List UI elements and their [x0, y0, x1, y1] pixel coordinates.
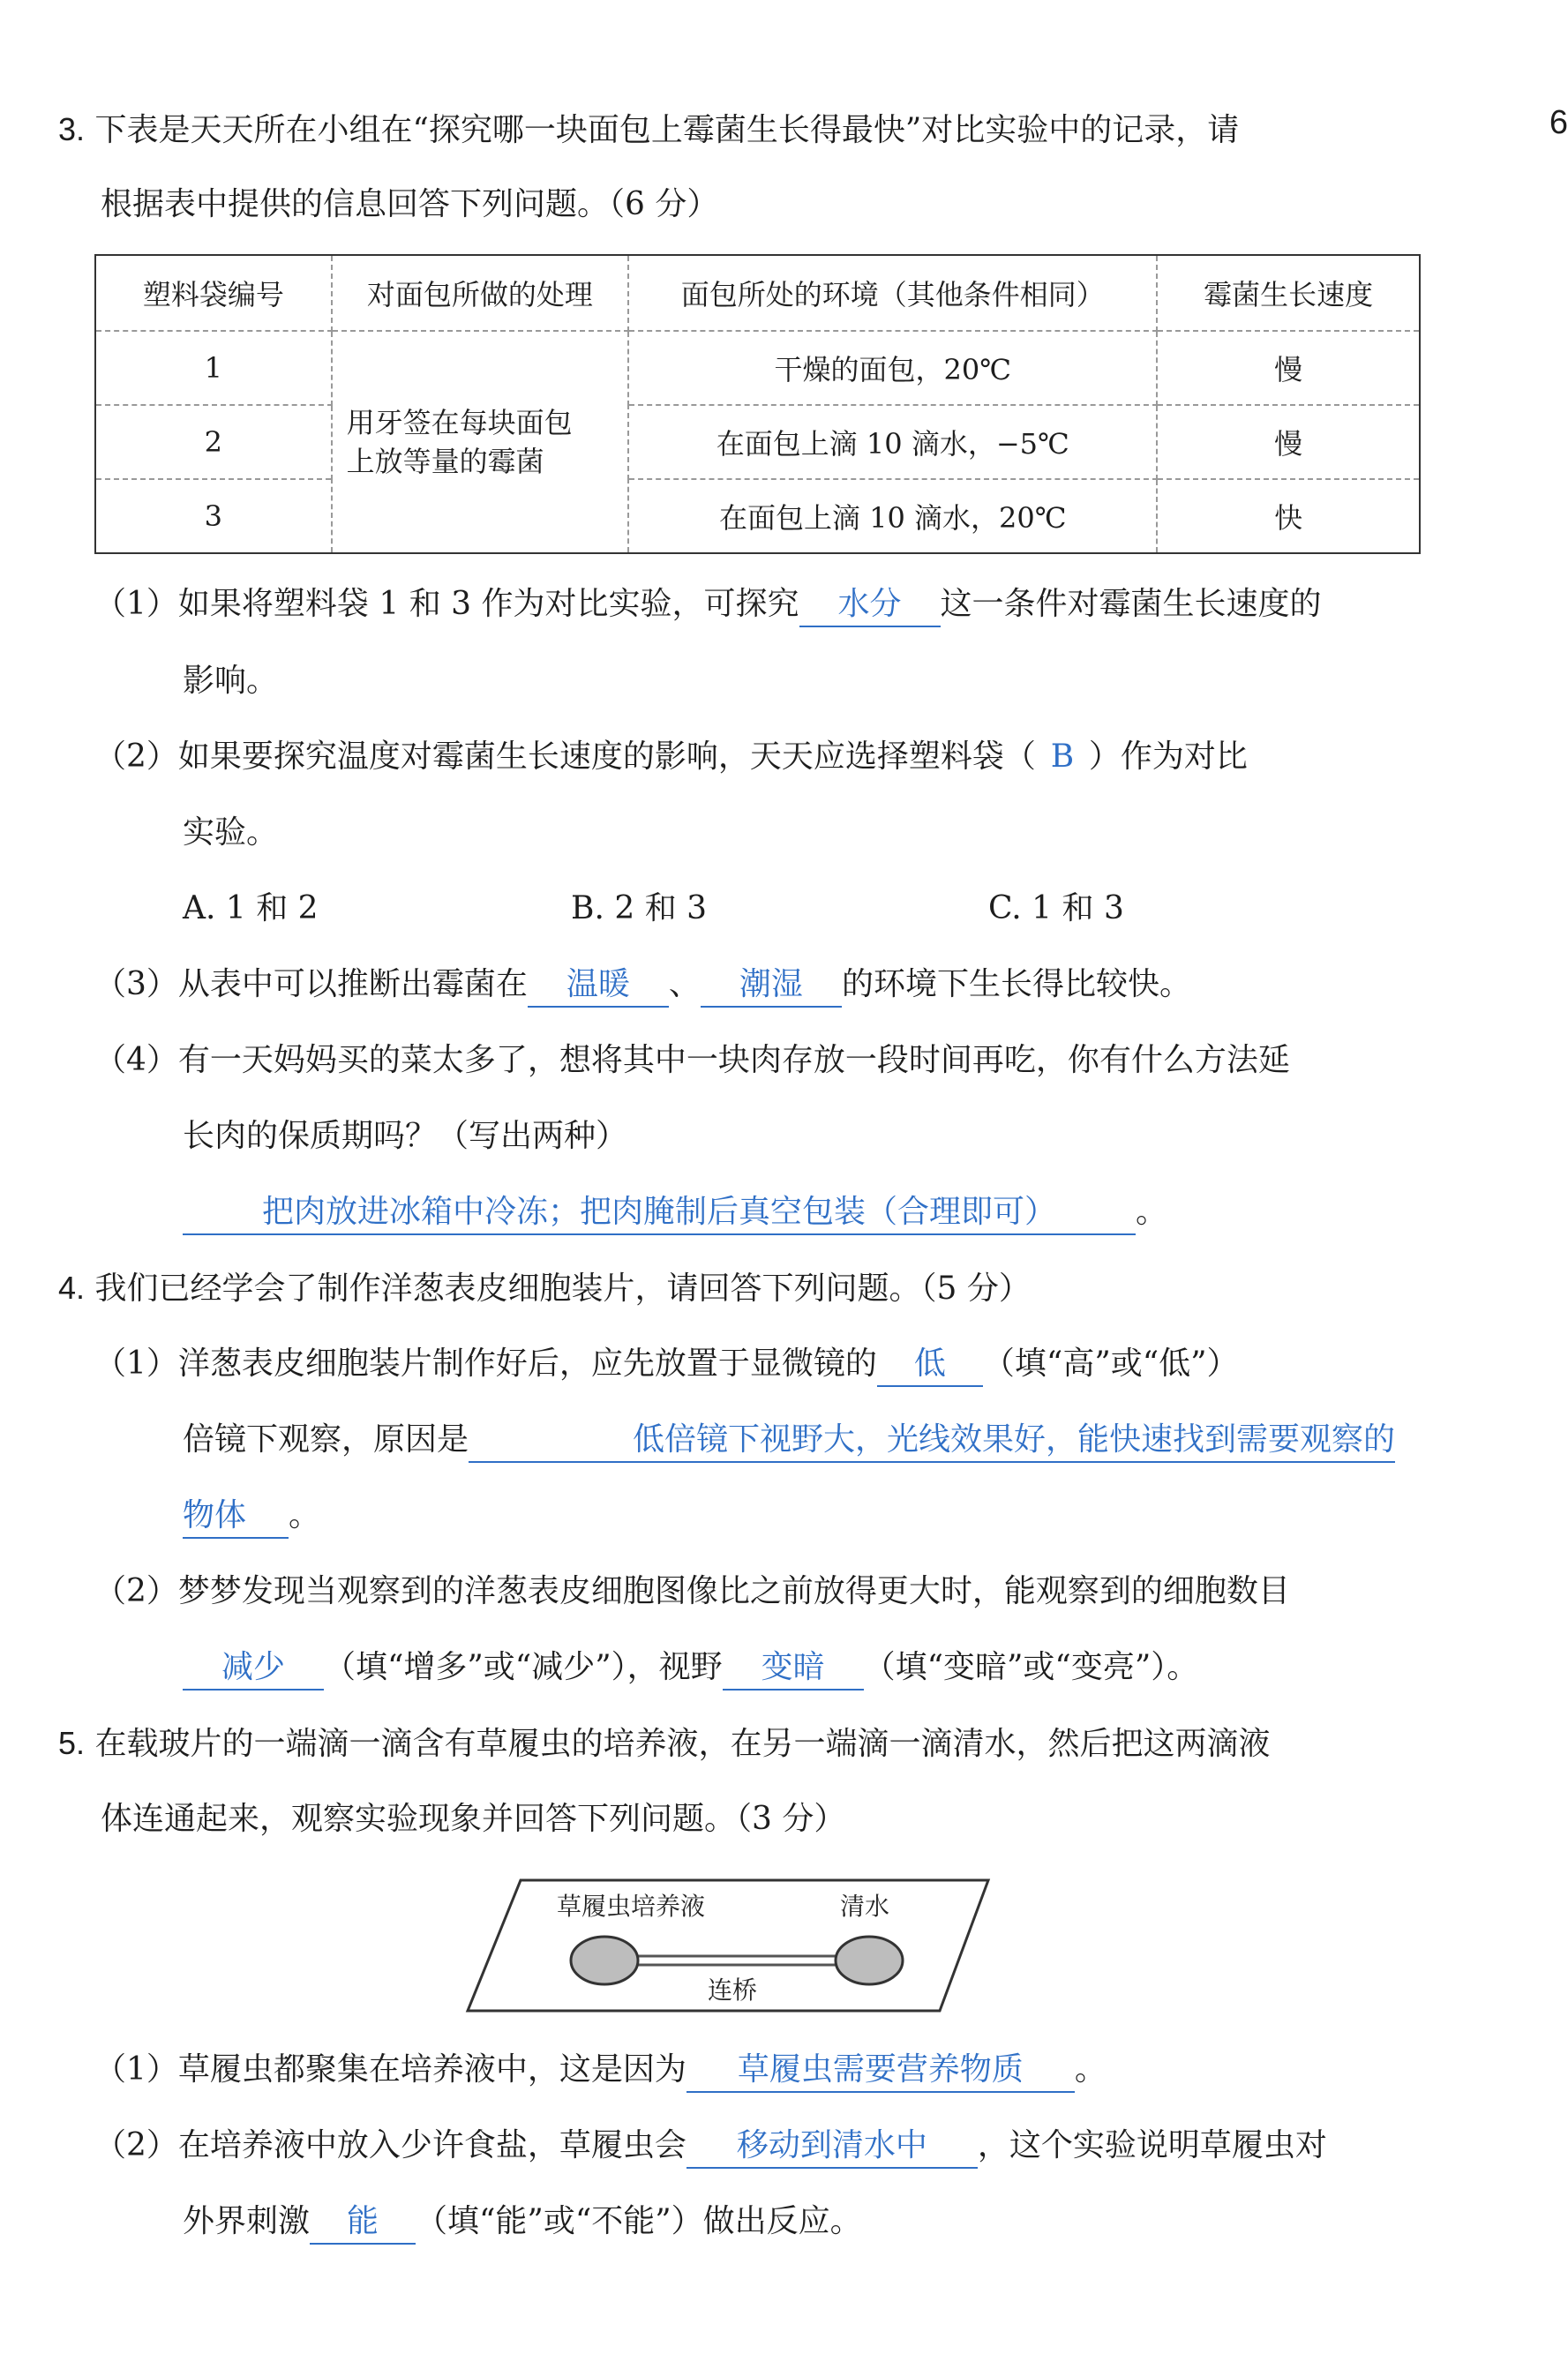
q5-p2-after: ，这个实验说明草履虫对	[977, 2127, 1327, 2163]
q5-p2-line1	[94, 2119, 1327, 2172]
q3-p4-line2: 长肉的保质期吗？（写出两种）	[183, 1118, 628, 1154]
q3-p1-text-after: 这一条件对霉菌生长速度的	[940, 586, 1322, 622]
answer-warm: 温暖	[528, 963, 669, 1008]
q3-p3-label: （3）	[94, 966, 178, 1002]
answer-reason-part2: 物体	[183, 1495, 289, 1539]
q3-p1-label: （1）	[94, 586, 178, 622]
slide-diagram	[463, 1875, 993, 2016]
q3-p2-text-after: ）作为对比	[1088, 738, 1248, 775]
q3-p4-end: 。	[1136, 1194, 1168, 1230]
table-header-cell: 面包所处的环境（其他条件相同）	[628, 255, 1157, 331]
option-a: A. 1 和 2	[183, 890, 319, 926]
q5-p2-label: （2）	[94, 2127, 178, 2163]
answer-water: 水分	[799, 583, 941, 627]
q3-number: 3.	[58, 111, 86, 147]
q4-p2-text: 梦梦发现当观察到的洋葱表皮细胞图像比之前放得更大时，能观察到的细胞数目	[177, 1573, 1290, 1609]
experiment-table	[94, 254, 1421, 554]
page-corner-mark: 6	[1549, 104, 1568, 141]
q3-stem-line2: 根据表中提供的信息回答下列问题。（6 分）	[101, 186, 719, 222]
q4-p1-line2	[183, 1413, 1395, 1466]
q4-p1-text2: 倍镜下观察，原因是	[183, 1421, 469, 1458]
table-header-cell: 霉菌生长速度	[1157, 255, 1420, 331]
q3-p2-label: （2）	[94, 738, 178, 775]
q3-p4-line1	[94, 1034, 1290, 1087]
option-b: B. 2 和 3	[571, 890, 708, 926]
q5-p2-text: 在培养液中放入少许食盐，草履虫会	[177, 2127, 686, 2163]
q5-p1-end: 。	[1074, 2051, 1107, 2088]
bag-id-cell: 2	[95, 405, 332, 479]
q4-p1-line1	[94, 1338, 1239, 1391]
q5-p1-label: （1）	[94, 2051, 178, 2088]
q4-p2-after: （填“变暗”或“变亮”）。	[863, 1649, 1199, 1685]
bridge-label: 连桥	[707, 1975, 758, 2005]
q4-p2-line2	[183, 1641, 1198, 1694]
culture-label: 草履虫培养液	[556, 1892, 706, 1921]
q3-p3-text-after: 的环境下生长得比较快。	[841, 966, 1191, 1002]
q5-p2-after2: （填“能”或“不能”）做出反应。	[416, 2203, 862, 2239]
environment-cell: 干燥的面包，20℃	[628, 331, 1157, 405]
q4-stem-text: 我们已经学会了制作洋葱表皮细胞装片，请回答下列问题。（5 分）	[94, 1271, 1031, 1307]
answer-darker: 变暗	[723, 1646, 864, 1691]
q3-p2-line2: 实验。	[183, 814, 279, 851]
table-header-cell: 塑料袋编号	[95, 255, 332, 331]
q4-p2-line1	[94, 1565, 1290, 1618]
answer-humid: 潮湿	[701, 963, 842, 1008]
q5-stem-text1: 在载玻片的一端滴一滴含有草履虫的培养液，在另一端滴一滴清水，然后把这两滴液	[94, 1726, 1271, 1762]
growth-speed-cell: 快	[1157, 479, 1420, 553]
bag-id-cell: 1	[95, 331, 332, 405]
culture-drop	[571, 1937, 638, 1984]
q4-p1-label: （1）	[94, 1346, 178, 1382]
table-row	[95, 331, 1420, 405]
q3-p3-sep: 、	[668, 966, 701, 1002]
table-header-row	[95, 255, 1420, 331]
growth-speed-cell: 慢	[1157, 405, 1420, 479]
treatment-line2: 上放等量的霉菌	[346, 445, 544, 478]
q3-p1-line1	[94, 578, 1322, 631]
environment-cell: 在面包上滴 10 滴水，−5℃	[628, 405, 1157, 479]
water-drop	[836, 1937, 903, 1984]
q3-p4-label: （4）	[94, 1042, 178, 1078]
growth-speed-cell: 慢	[1157, 331, 1420, 405]
q4-p1-text-after: （填“高”或“低”）	[982, 1346, 1239, 1382]
answer-decrease: 减少	[183, 1646, 324, 1691]
q3-stem-text1: 下表是天天所在小组在“探究哪一块面包上霉菌生长得最快”对比实验中的记录，请	[94, 112, 1240, 148]
q3-p2-text: 如果要探究温度对霉菌生长速度的影响，天天应选择塑料袋（	[177, 738, 1036, 775]
bag-id-cell: 3	[95, 479, 332, 553]
q5-p2-line2	[183, 2195, 862, 2248]
table-row	[95, 405, 1420, 479]
answer-move-to-water: 移动到清水中	[686, 2125, 978, 2169]
environment-cell: 在面包上滴 10 滴水，20℃	[628, 479, 1157, 553]
answer-reason-part1: 低倍镜下视野大，光线效果好，能快速找到需要观察的	[469, 1419, 1395, 1463]
answer-can: 能	[310, 2200, 416, 2245]
q4-p1-text: 洋葱表皮细胞装片制作好后，应先放置于显微镜的	[177, 1346, 877, 1382]
q5-stem-line1	[58, 1717, 1271, 1771]
answer-preserve-meat: 把肉放进冰箱中冷冻；把肉腌制后真空包装（合理即可）	[183, 1191, 1136, 1235]
answer-nutrients: 草履虫需要营养物质	[686, 2049, 1075, 2093]
q5-stem-line2: 体连通起来，观察实验现象并回答下列问题。（3 分）	[101, 1801, 846, 1837]
q5-p1-text: 草履虫都聚集在培养液中，这是因为	[177, 2051, 686, 2088]
q3-p3-text: 从表中可以推断出霉菌在	[177, 966, 528, 1002]
q3-p2-line1	[94, 731, 1248, 783]
q3-p1-line2: 影响。	[183, 663, 279, 699]
q3-p1-text: 如果将塑料袋 1 和 3 作为对比实验，可探究	[177, 586, 799, 622]
q4-stem	[58, 1262, 1031, 1316]
q4-p1-end: 。	[289, 1497, 321, 1533]
answer-low: 低	[877, 1343, 983, 1387]
q4-p2-mid: （填“增多”或“减少”），视野	[324, 1649, 723, 1685]
q5-number: 5.	[58, 1725, 86, 1761]
treatment-line1: 用牙签在每块面包	[346, 406, 573, 439]
q5-p2-text2: 外界刺激	[183, 2203, 311, 2239]
q4-p2-label: （2）	[94, 1573, 178, 1609]
table-row	[95, 479, 1420, 553]
q4-number: 4.	[58, 1270, 86, 1306]
q3-p4-text: 有一天妈妈买的菜太多了，想将其中一块肉存放一段时间再吃，你有什么方法延	[177, 1042, 1290, 1078]
table-header-cell: 对面包所做的处理	[332, 255, 629, 331]
q3-stem-line1	[58, 103, 1239, 157]
treatment-cell	[332, 331, 629, 553]
answer-choice: B	[1050, 738, 1075, 775]
option-c: C. 1 和 3	[988, 890, 1124, 926]
q3-p3-line	[94, 958, 1191, 1011]
q4-p1-line3	[183, 1489, 320, 1542]
q3-p4-answer-line	[183, 1186, 1167, 1239]
q5-p1-line	[94, 2043, 1107, 2096]
water-label: 清水	[839, 1892, 890, 1921]
